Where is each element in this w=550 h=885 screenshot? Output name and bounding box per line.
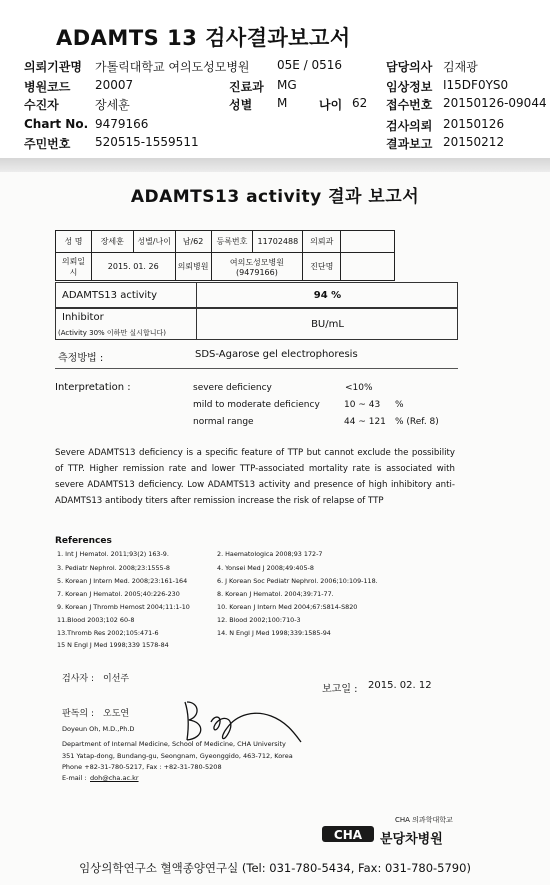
cha-logo-text: CHA: [333, 828, 363, 842]
field-value: 520515-1559511: [95, 135, 199, 149]
reference-item: 7. Korean J Hematol. 2005;40:226-230: [57, 590, 180, 598]
clinical-note-paragraph: Severe ADAMTS13 deficiency is a specific feature of TTP but cannot exclude the possibility of TTP. Higher remission rate and lower TTP-associated mortality rate is associated with severe ADAMTS13 deficiency. Low ADAMTS13 activity and presence of high inhibitory anti-ADAMTS13 antibody titers after remission increase the risk of relapse of TTP: [55, 448, 455, 506]
table-cell: 성 명: [56, 231, 92, 253]
hospital-cell-line: (9479166): [235, 267, 278, 277]
header-row: [0, 58, 550, 77]
field-value: 장세훈: [95, 98, 130, 112]
email-label: E-mail :: [62, 774, 87, 782]
report-date-label: 보고일 :: [322, 684, 358, 695]
interp-level: severe deficiency: [193, 383, 272, 393]
method-value: SDS-Agarose gel electrophoresis: [195, 349, 358, 360]
field-label: 결과보고: [386, 137, 433, 151]
field-label: 진료과: [229, 80, 264, 94]
method-label: 측정방법 :: [58, 353, 104, 364]
activity-value: 94 %: [313, 289, 342, 301]
page-title: ADAMTS 13 검사결과보고서: [56, 26, 351, 50]
patient-info-table: [55, 230, 395, 281]
table-cell: 의뢰일시: [56, 253, 92, 281]
report-date: 2015. 02. 12: [368, 680, 432, 691]
reference-item: 3. Pediatr Nephrol. 2008;23:1555-8: [57, 564, 170, 572]
inhibitor-row: [55, 308, 458, 340]
reference-item: 8. Korean J Hematol. 2004;39:71-77.: [217, 590, 334, 598]
reference-item: 15 N Engl J Med 1998;339 1578-84: [57, 641, 169, 649]
table-cell: 의뢰과: [303, 231, 341, 253]
table-cell: 장세훈: [91, 231, 133, 253]
header-row: [0, 78, 550, 97]
separator-band: [0, 158, 550, 172]
field-value: MG: [277, 78, 297, 92]
table-cell: 11702488: [253, 231, 303, 253]
hospital-subtitle: CHA 의과학대학교: [395, 816, 453, 824]
interp-level: mild to moderate deficiency: [193, 400, 320, 410]
reference-item: 12. Blood 2002;100:710-3: [217, 616, 301, 624]
field-label: 주민번호: [24, 137, 71, 151]
reference-item: 5. Korean J Intern Med. 2008;23:161-164: [57, 577, 188, 585]
interp-range: 44 ~ 121: [344, 417, 386, 427]
activity-row: [55, 282, 458, 308]
inhibitor-unit: BU/mL: [311, 318, 344, 330]
field-label: 수진자: [24, 98, 59, 112]
summary-header: [0, 0, 550, 158]
inhibitor-note: (Activity 30% 이하만 실시합니다): [58, 329, 166, 337]
table-cell: 등록번호: [211, 231, 253, 253]
lab-contact-footer: 임상의학연구소 혈액종양연구실 (Tel: 031-780-5434, Fax: 031-780-5790): [79, 861, 471, 875]
field-value: I15DF0YS0: [443, 78, 509, 92]
field-value: 62: [352, 96, 368, 110]
hospital-cell-line: 여의도성모병원: [229, 257, 284, 267]
field-label: 의뢰기관명: [24, 60, 82, 74]
interp-ref: % (Ref. 8): [395, 417, 439, 427]
field-value: 20150126: [443, 117, 505, 131]
header-row: [0, 135, 550, 154]
reference-item: 2. Haematologica 2008;93 172-7: [217, 550, 323, 558]
header-row: [0, 96, 550, 115]
field-label: 성별: [229, 98, 253, 112]
field-value: 9479166: [95, 117, 149, 131]
reference-item: 11.Blood 2003;102 60-8: [57, 616, 135, 624]
activity-label: ADAMTS13 activity: [62, 289, 158, 301]
interp-level: normal range: [193, 417, 254, 427]
reference-item: 1. Int J Hematol. 2011;93(2) 163-9.: [57, 550, 169, 558]
examiner-name: 이선주: [103, 674, 130, 684]
table-cell: [341, 231, 395, 253]
reader-label: 판독의 :: [62, 709, 94, 719]
interp-range: 10 ~ 43: [344, 400, 381, 410]
interp-ref: %: [395, 400, 404, 410]
reader-name: 오도연: [103, 709, 130, 719]
reference-item: 13.Thromb Res 2002;105:471-6: [57, 629, 159, 637]
field-value: 05E / 0516: [277, 58, 343, 72]
reference-item: 14. N Engl J Med 1998;339:1585-94: [217, 629, 331, 637]
header-row: [0, 117, 550, 136]
email-link[interactable]: doh@cha.ac.kr: [90, 774, 139, 782]
field-label: 병원코드: [24, 80, 71, 94]
field-value: 김재광: [443, 60, 478, 74]
doctor-line: Doyeun Oh, M.D.,Ph.D: [62, 725, 135, 733]
field-label: 접수번호: [386, 98, 433, 112]
department-line: Department of Internal Medicine, School of Medicine, CHA University: [62, 740, 286, 748]
references-title: References: [55, 536, 112, 546]
field-value: 20007: [95, 78, 134, 92]
inhibitor-label: Inhibitor: [62, 312, 104, 323]
interp-range: <10%: [345, 383, 373, 393]
field-label: 나이: [319, 98, 343, 112]
field-label: 임상정보: [386, 80, 433, 94]
table-cell: 성별/나이: [133, 231, 175, 253]
examiner-label: 검사자 :: [62, 674, 94, 684]
table-cell: 의뢰병원: [175, 253, 211, 281]
scanned-report: [0, 172, 550, 885]
table-cell: 2015. 01. 26: [91, 253, 175, 281]
divider-line: [55, 368, 458, 369]
phone-line: Phone +82-31-780-5217, Fax : +82-31-780-5208: [62, 763, 222, 771]
report-title: ADAMTS13 activity 결과 보고서: [130, 187, 420, 207]
reference-item: 10. Korean J Intern Med 2004;67:S814-S820: [217, 603, 358, 611]
interpretation-label: Interpretation :: [55, 382, 131, 393]
table-cell: 진단명: [303, 253, 341, 281]
reference-item: 9. Korean J Thromb Hemost 2004;11:1-10: [57, 603, 190, 611]
table-cell: 남/62: [175, 231, 211, 253]
field-label: 검사의뢰: [386, 119, 433, 133]
field-label: Chart No.: [24, 117, 89, 131]
field-value: 가톨릭대학교 여의도성모병원: [95, 60, 250, 74]
table-cell: [341, 253, 395, 281]
field-label: 담당의사: [386, 60, 433, 74]
cha-logo-icon: [322, 824, 374, 844]
hospital-name: 분당차병원: [380, 832, 443, 847]
field-value: M: [277, 96, 288, 110]
field-value: 20150212: [443, 135, 505, 149]
reference-item: 6. J Korean Soc Pediatr Nephrol. 2006;10:109-118.: [217, 577, 378, 585]
reference-item: 4. Yonsei Med J 2008;49:405-8: [217, 564, 314, 572]
field-value: 20150126-09044: [443, 96, 547, 110]
address-line: 351 Yatap-dong, Bundang-gu, Seongnam, Gyeonggido, 463-712, Korea: [62, 752, 293, 760]
table-cell: [211, 253, 303, 281]
